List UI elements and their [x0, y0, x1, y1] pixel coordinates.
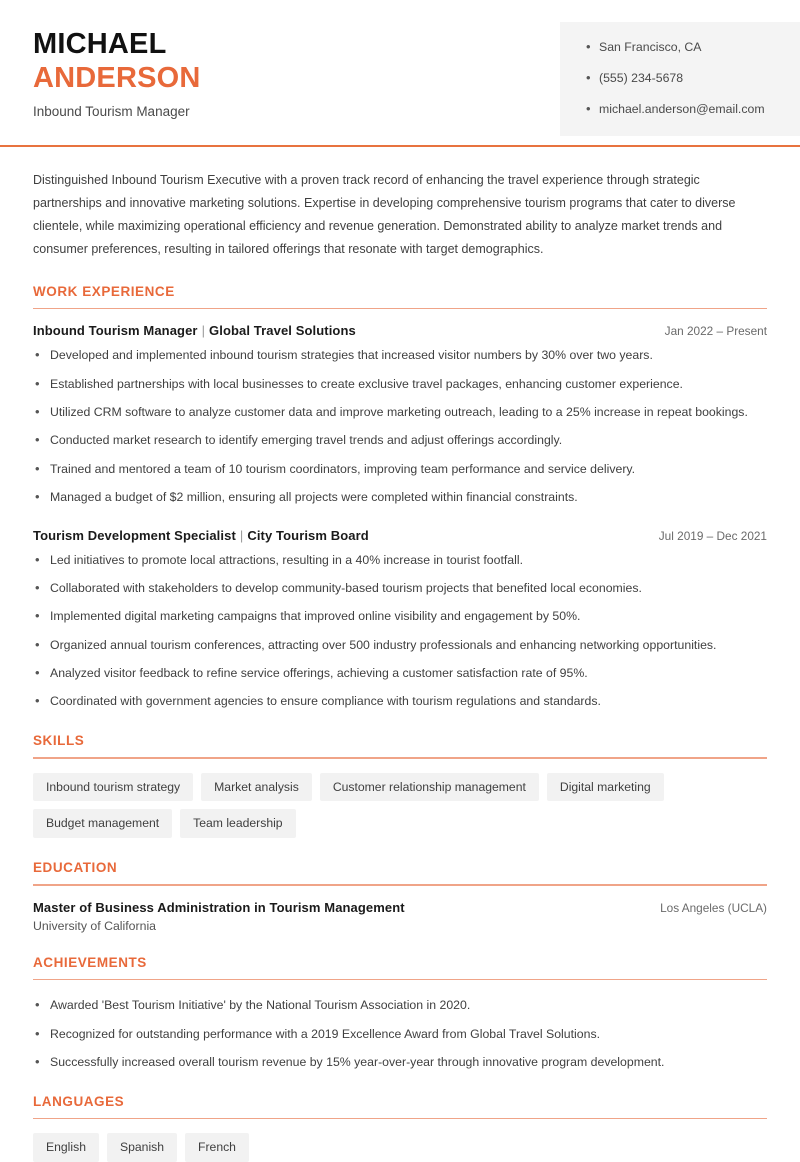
header-divider [0, 145, 800, 148]
experience-entry [33, 323, 767, 506]
section-title-education: EDUCATION [33, 860, 118, 876]
candidate-name [33, 28, 201, 62]
experience-title-line [33, 528, 369, 543]
section-achievements [33, 955, 767, 1072]
experience-entry [33, 528, 767, 711]
title-separator: | [239, 527, 244, 543]
experience-bullet: • Implemented digital marketing campaigns that improved online visibility and engagement by 50%. [33, 608, 767, 626]
skills-chip-list [33, 773, 767, 838]
experience-role: Inbound Tourism Manager [33, 323, 198, 339]
education-entry [33, 900, 767, 933]
contact-location: • San Francisco, CA [586, 39, 800, 56]
education-institution: University of California [33, 918, 157, 933]
section-divider [33, 1118, 767, 1120]
section-title-skills: SKILLS [33, 733, 85, 749]
language-chip: Spanish [107, 1133, 177, 1162]
experience-date: Jan 2022 – Present [664, 324, 767, 339]
contact-email[interactable]: • michael.anderson@email.com [586, 101, 800, 118]
section-skills [33, 733, 767, 838]
experience-bullet: • Conducted market research to identify emerging travel trends and adjust offerings accordingly. [33, 432, 767, 450]
education-location: Los Angeles (UCLA) [660, 900, 767, 915]
experience-role: Tourism Development Specialist [33, 527, 236, 543]
experience-entry-header [33, 323, 767, 338]
section-divider [33, 757, 767, 759]
candidate-job-title: Inbound Tourism Manager [33, 103, 190, 119]
experience-bullets [33, 552, 767, 711]
section-divider [33, 979, 767, 981]
language-chip: French [185, 1133, 249, 1162]
section-education [33, 860, 767, 933]
experience-bullets [33, 347, 767, 506]
achievements-list [33, 997, 767, 1071]
resume-body [0, 169, 800, 1162]
section-divider [33, 884, 767, 886]
experience-company: City Tourism Board [247, 527, 369, 543]
experience-bullet: • Collaborated with stakeholders to develop community-based tourism projects that benefited local economies. [33, 580, 767, 598]
skill-chip: Market analysis [201, 773, 312, 802]
language-chip: English [33, 1133, 99, 1162]
contact-phone[interactable]: • (555) 234-5678 [586, 70, 800, 87]
experience-bullet: • Developed and implemented inbound tourism strategies that increased visitor numbers by 30% over two years. [33, 347, 767, 365]
experience-bullet: • Managed a budget of $2 million, ensuring all projects were completed within financial constraints. [33, 489, 767, 507]
contact-list [586, 39, 800, 119]
languages-chip-list [33, 1133, 767, 1162]
experience-bullet: • Trained and mentored a team of 10 tourism coordinators, improving team performance and service delivery. [33, 461, 767, 479]
section-work-experience [33, 284, 767, 712]
name-first: MICHAEL [33, 28, 167, 60]
experience-entry-header [33, 528, 767, 543]
skill-chip: Customer relationship management [320, 773, 539, 802]
experience-title-line [33, 323, 356, 338]
skill-chip: Inbound tourism strategy [33, 773, 193, 802]
section-title-languages: LANGUAGES [33, 1093, 125, 1109]
title-separator: | [201, 323, 206, 339]
skill-chip: Team leadership [180, 809, 295, 838]
section-title-work-experience: WORK EXPERIENCE [33, 283, 175, 299]
experience-date: Jul 2019 – Dec 2021 [658, 528, 767, 543]
experience-company: Global Travel Solutions [209, 323, 356, 339]
experience-bullet: • Established partnerships with local businesses to create exclusive travel packages, enhancing customer experience. [33, 376, 767, 394]
skill-chip: Digital marketing [547, 773, 664, 802]
identity-block [0, 22, 201, 119]
skill-chip: Budget management [33, 809, 172, 838]
resume-header [0, 0, 800, 136]
education-entry-header [33, 900, 767, 915]
experience-bullet: • Organized annual tourism conferences, attracting over 500 industry professionals and enhancing networking opportunities. [33, 637, 767, 655]
achievement-item: • Recognized for outstanding performance with a 2019 Excellence Award from Global Travel Solutions. [33, 1026, 767, 1044]
achievement-item: • Successfully increased overall tourism revenue by 15% year-over-year through innovative program development. [33, 1054, 767, 1072]
experience-bullet: • Coordinated with government agencies to ensure compliance with tourism regulations and standards. [33, 693, 767, 711]
section-languages [33, 1094, 767, 1162]
education-degree: Master of Business Administration in Tourism Management [33, 899, 405, 915]
experience-bullet: • Utilized CRM software to analyze customer data and improve marketing outreach, leading to a 25% increase in repeat bookings. [33, 404, 767, 422]
contact-box [560, 22, 800, 136]
professional-summary: Distinguished Inbound Tourism Executive with a proven track record of enhancing the travel experience through strategic partnerships and innovative marketing solutions. Expertise in developing comprehensive tourism programs that cater to diverse clientele, while maximizing operational efficiency and revenue generation. Demonstrated ability to analyze market trends and consumer preferences, resulting in tailored offerings that resonate with target demographics. [33, 173, 736, 257]
experience-bullet: • Analyzed visitor feedback to refine service offerings, achieving a customer satisfaction rate of 95%. [33, 665, 767, 683]
name-last: ANDERSON [33, 61, 201, 94]
achievement-item: • Awarded 'Best Tourism Initiative' by the National Tourism Association in 2020. [33, 997, 767, 1015]
section-title-achievements: ACHIEVEMENTS [33, 954, 147, 970]
candidate-name-last-line [33, 62, 201, 96]
section-divider [33, 308, 767, 310]
experience-bullet: • Led initiatives to promote local attractions, resulting in a 40% increase in tourist footfall. [33, 552, 767, 570]
